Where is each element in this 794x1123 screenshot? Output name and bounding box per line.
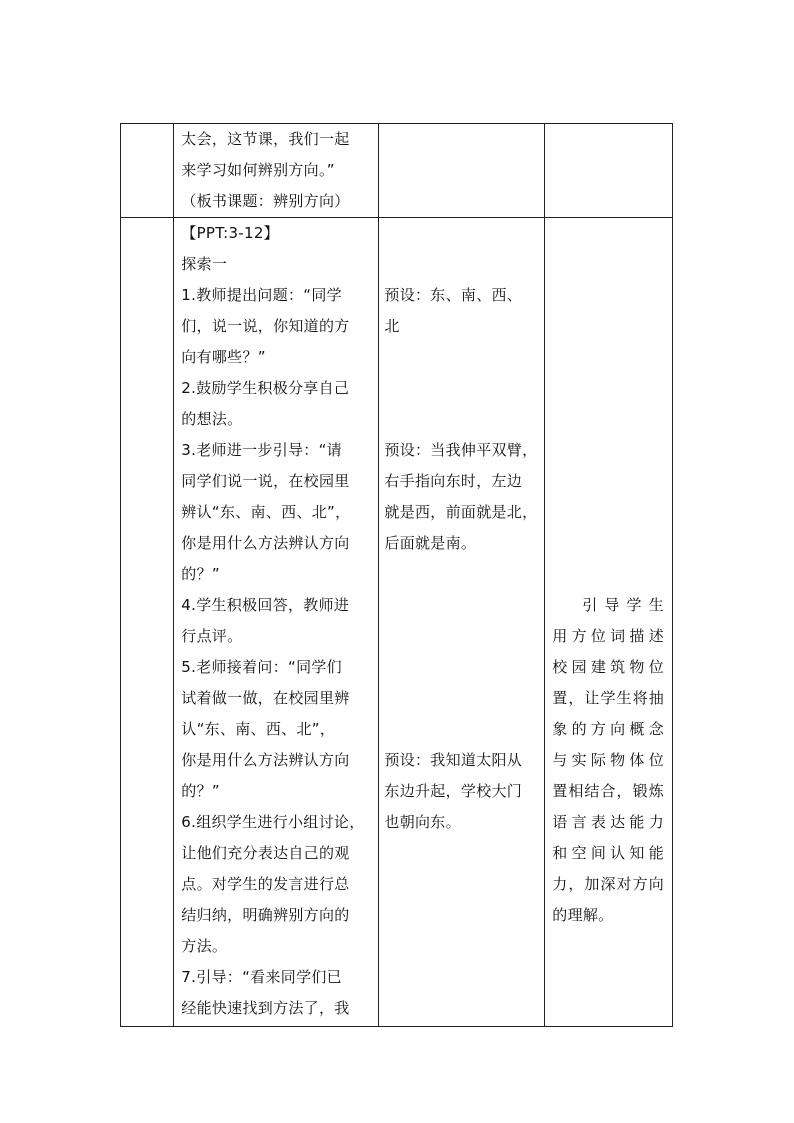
text-line: 试着做一做，在校园里辨 <box>181 689 350 707</box>
text-line: 辨认“东、南、西、北”， <box>181 503 351 521</box>
text-line: 校园建筑物位 <box>552 658 664 676</box>
text-line: 认“东、南、西、北”， <box>181 720 336 738</box>
text-line: 3.老师进一步引导：“请 <box>181 441 342 459</box>
text-line: 4.学生积极回答，教师进 <box>181 596 350 614</box>
text-line: 你是用什么方法辨认方向 <box>181 534 350 552</box>
text-line: 预设：东、南、西、 <box>384 286 523 304</box>
text-line: （板书课题：辨别方向） <box>181 192 350 210</box>
text-line: 的？” <box>181 782 220 800</box>
text-line: 置，让学生将抽 <box>552 689 664 707</box>
text-line: 北 <box>384 317 400 335</box>
design-intent-cell <box>545 218 673 1027</box>
text-line: 右手指向东时，左边 <box>384 472 523 490</box>
text-line: 点。对学生的发言进行总 <box>181 875 350 893</box>
text-line: 与实际物体位 <box>552 751 664 769</box>
text-line: 方法。 <box>181 937 228 955</box>
text-line: 预设：我知道太阳从 <box>384 751 523 769</box>
text-line: 6.组织学生进行小组讨论， <box>181 813 365 831</box>
text-line: 同学们说一说，在校园里 <box>181 472 350 490</box>
text-line: 让他们充分表达自己的观 <box>181 844 350 862</box>
table-row <box>121 124 673 218</box>
text-line: 东边升起，学校大门 <box>384 782 523 800</box>
text-line: 置相结合，锻炼 <box>552 782 664 800</box>
text-line: 2.鼓励学生积极分享自己 <box>181 379 350 397</box>
stage-cell <box>121 218 174 1027</box>
text-line: 预设：当我伸平双臂， <box>384 441 538 459</box>
text-line: 象的方向概念 <box>552 720 664 738</box>
text-line: 用方位词描述 <box>552 627 664 645</box>
teacher-activity-cell <box>174 124 379 218</box>
text-line: 向有哪些？” <box>181 348 266 366</box>
text-line: 行点评。 <box>181 627 243 645</box>
text-line: 语言表达能力 <box>552 813 664 831</box>
text-line: 太会，这节课，我们一起 <box>181 130 350 148</box>
text-line: 【PPT:3-12】 <box>181 224 279 242</box>
text-line: 也朝向东。 <box>384 813 461 831</box>
text-line: 的理解。 <box>552 906 614 924</box>
text-line: 你是用什么方法辨认方向 <box>181 751 350 769</box>
student-activity-cell <box>379 218 545 1027</box>
text-line: 1.教师提出问题：“同学 <box>181 286 342 304</box>
stage-cell <box>121 124 174 218</box>
text-line: 后面就是南。 <box>384 534 477 552</box>
text-line: 来学习如何辨别方向。” <box>181 161 335 179</box>
text-line: 5.老师接着问：“同学们 <box>181 658 342 676</box>
text-line: 的想法。 <box>181 410 243 428</box>
student-activity-cell <box>379 124 545 218</box>
text-line: 探索一 <box>181 255 228 273</box>
text-line: 的？” <box>181 565 220 583</box>
text-line: 力，加深对方向 <box>552 875 664 893</box>
lesson-plan-table <box>120 123 673 1027</box>
text-line: 7.引导：“看来同学们已 <box>181 968 342 986</box>
text-line: 结归纳，明确辨别方向的 <box>181 906 350 924</box>
text-line: 们，说一说，你知道的方 <box>181 317 350 335</box>
design-intent-cell <box>545 124 673 218</box>
text-line: 经能快速找到方法了，我 <box>181 999 350 1017</box>
table-row <box>121 218 673 1027</box>
text-line: 引导学生 <box>582 596 664 614</box>
text-line: 和空间认知能 <box>552 844 664 862</box>
teacher-activity-cell <box>174 218 379 1027</box>
text-line: 就是西，前面就是北， <box>384 503 538 521</box>
